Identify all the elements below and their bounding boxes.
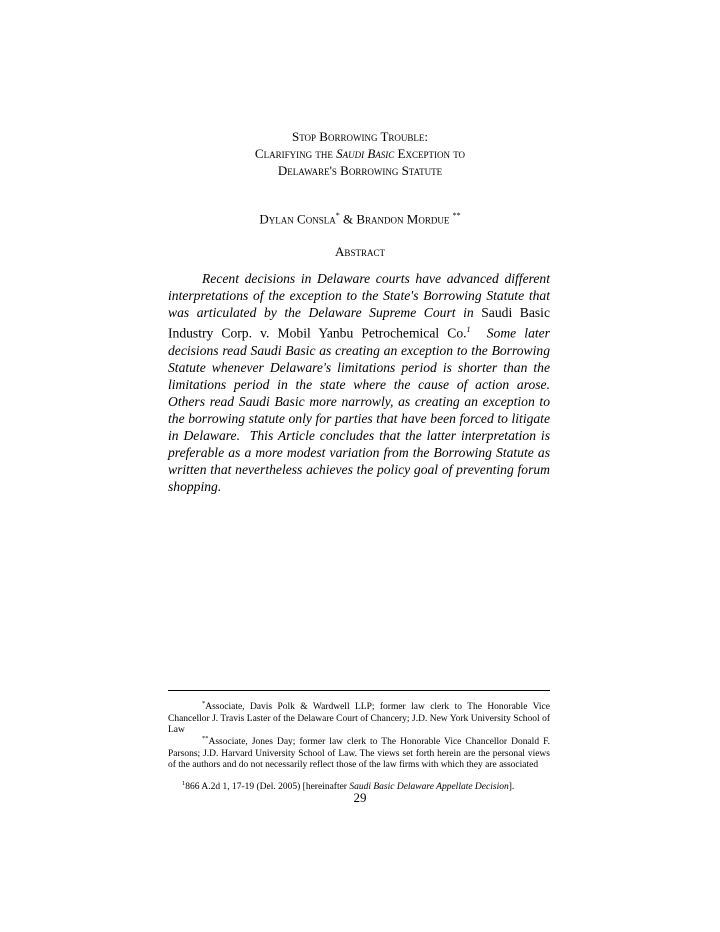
page-number xyxy=(150,790,570,806)
abstract-case-citation: Saudi Basic Industry Corp. v. Mobil Yanbu Petrochemical Co. xyxy=(168,305,550,341)
footnote-1 xyxy=(168,698,550,737)
title-case-name: Saudi Basic xyxy=(336,146,395,161)
author-2: Brandon Mordue xyxy=(356,211,450,227)
abstract-footnote-ref: 1 xyxy=(466,325,471,334)
footnote-2 xyxy=(168,733,550,772)
abstract-heading-text: Abstract xyxy=(335,244,385,259)
footnote-3-mark: 1 xyxy=(182,780,186,787)
title-line-2-suffix: Exception to xyxy=(394,146,466,161)
author-2-footnote-mark: ** xyxy=(452,211,461,220)
footnote-1-mark: * xyxy=(202,700,206,707)
footnote-2-mark: ** xyxy=(202,735,209,742)
footnote-3-italic-citation: Saudi Basic Delaware Appellate Decision xyxy=(349,782,509,793)
page-number-text: 29 xyxy=(353,790,367,805)
abstract-text-part-2: Some later decisions read Saudi Basic as creating an exception to the Borrowing Statute whenever Delaware's limitations period is shorter than the limitations period in the state where the cause of action arose. Others read Saudi Basic more narrowly, as creating an exception to the borrowing statute only for parties that have been forced to litigate in Delaware. This Article concludes that the latter interpretation is preferable as a more modest variation from the Borrowing Statute as written that nevertheless achieves the policy goal of preventing forum shopping. xyxy=(168,325,557,494)
article-title-line-3 xyxy=(150,162,570,179)
title-line-1-text: Stop Borrowing Trouble: xyxy=(291,129,429,144)
author-connector: & xyxy=(339,211,357,227)
footnote-3-text-post: ]. xyxy=(508,782,515,793)
article-title-line-2 xyxy=(150,145,570,162)
footnote-1-text: Associate, Davis Polk & Wardwell LLP; former law clerk to The Honorable Vice Chancellor J. Travis Laster of the Delaware Court of Chancery; J.D. New York University School of Law xyxy=(168,702,550,736)
abstract-body xyxy=(168,270,557,495)
abstract-heading xyxy=(150,244,570,260)
footnote-3-text-pre: 866 A.2d 1, 17-19 (Del. 2005) [hereinafter xyxy=(185,782,350,793)
footnote-separator xyxy=(168,690,550,691)
title-line-3-text: Delaware's Borrowing Statute xyxy=(277,163,443,178)
abstract-text-part-1: Recent decisions in Delaware courts have advanced different interpretations of the exception to the State's Borrowing Statute that was articulated by the Delaware Supreme Court in xyxy=(168,271,550,320)
footnote-2-text: Associate, Jones Day; former law clerk to The Honorable Vice Chancellor Donald F. Parsons; J.D. Harvard University School of Law. The views set forth herein are the personal views of the authors and do not necessarily reflect those of the law firms with which they are associated xyxy=(168,737,550,771)
author-1: Dylan Consla xyxy=(259,211,336,227)
article-title-line-1 xyxy=(150,128,570,145)
title-line-2-prefix: Clarifying the xyxy=(254,146,337,161)
author-1-footnote-mark: * xyxy=(335,211,340,220)
author-line xyxy=(150,211,570,227)
